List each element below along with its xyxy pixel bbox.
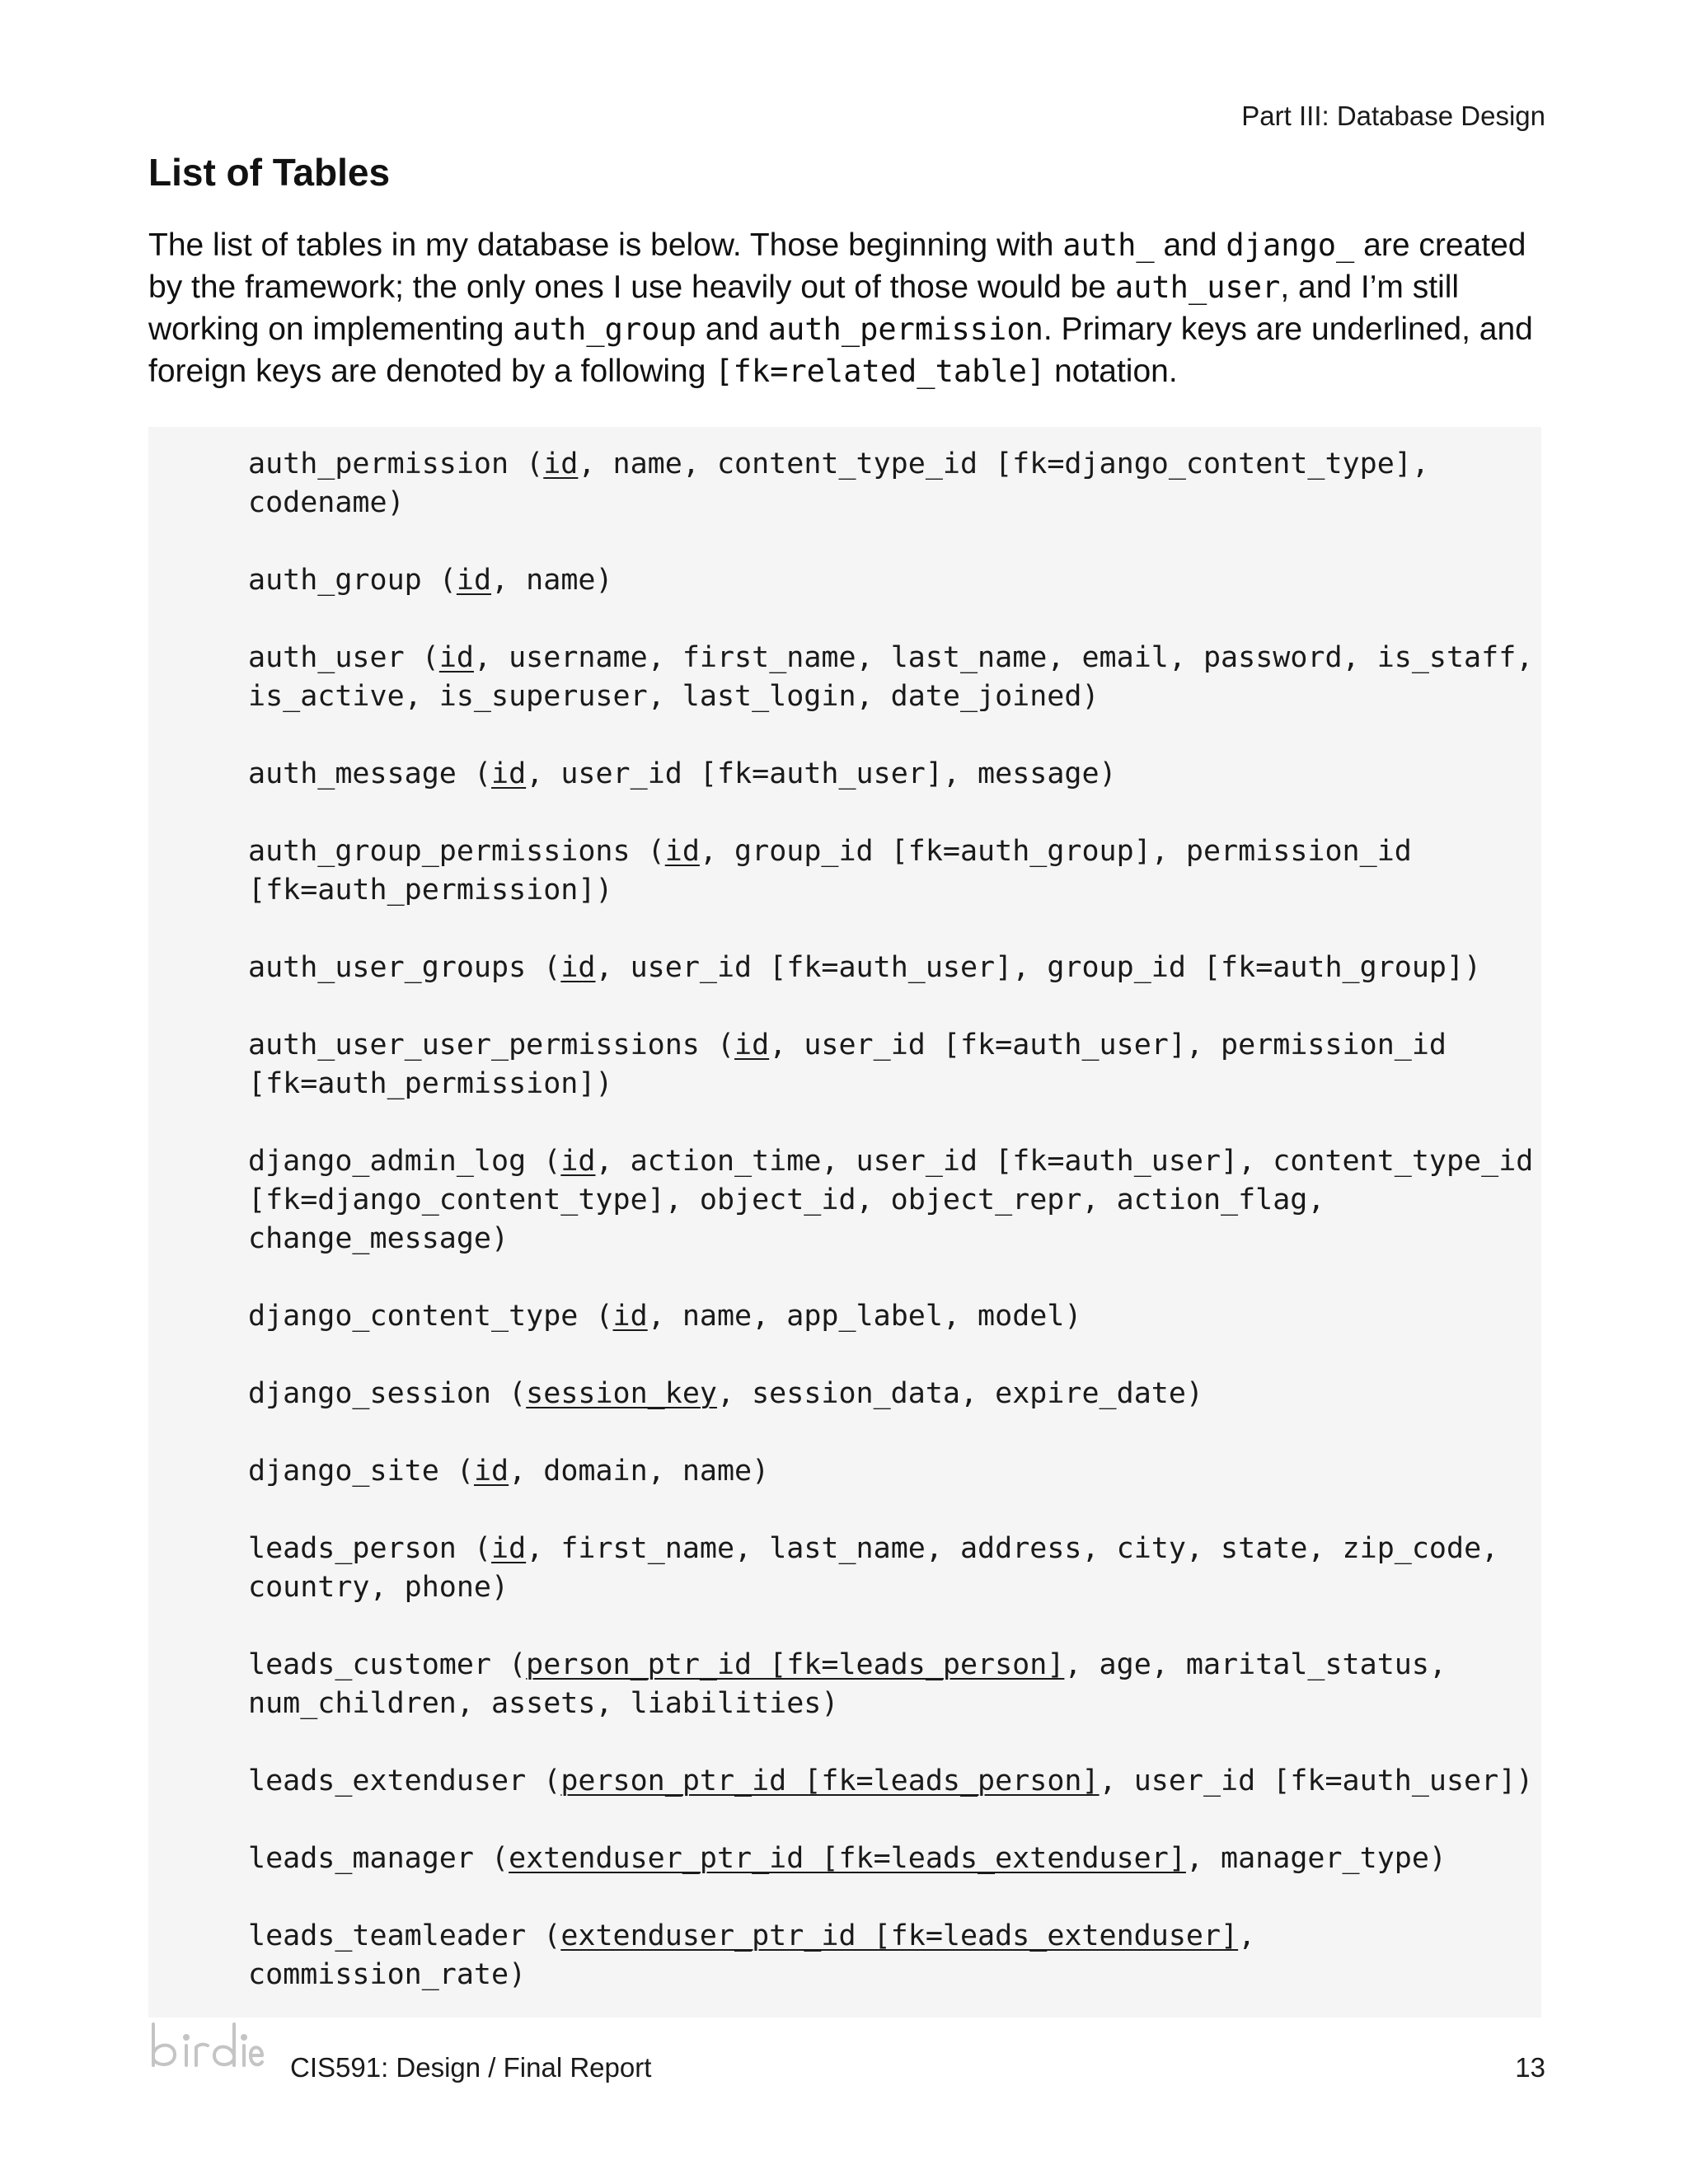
open-paren: ( — [456, 757, 492, 790]
open-paren: ( — [526, 1765, 561, 1797]
intro-text: . Primary keys are underlined, and foreign keys are denoted by a following — [148, 312, 1533, 389]
open-paren: ( — [699, 1029, 735, 1062]
table-columns: , name, app_label, model) — [647, 1300, 1082, 1333]
table-columns: , user_id [fk=auth_user], group_id [fk=auth_group]) — [595, 951, 1482, 984]
table-entry — [248, 755, 1534, 794]
table-columns: , commission_rate) — [248, 1919, 1256, 1991]
table-name: leads_teamleader — [248, 1919, 527, 1952]
primary-key: id — [664, 835, 700, 868]
table-name: leads_person — [248, 1532, 457, 1565]
primary-key: person_ptr_id [fk=leads_person] — [560, 1765, 1100, 1797]
table-columns: , action_time, user_id [fk=auth_user], content_type_id [fk=django_content_type], object_id, object_repr, action_flag, change_message) — [248, 1145, 1534, 1255]
table-entry — [248, 561, 1534, 600]
primary-key: id — [491, 1532, 527, 1565]
section-heading: List of Tables — [148, 151, 391, 194]
table-name: auth_user — [248, 641, 405, 674]
open-paren: ( — [421, 564, 457, 597]
table-name: auth_permission — [248, 448, 509, 480]
primary-key: id — [491, 757, 527, 790]
primary-key: extenduser_ptr_id [fk=leads_extenduser] — [560, 1919, 1239, 1952]
table-columns: , user_id [fk=auth_user]) — [1099, 1765, 1534, 1797]
primary-key: id — [560, 951, 596, 984]
table-entry — [248, 639, 1534, 716]
intro-text: and — [1154, 227, 1226, 263]
table-entry — [248, 1646, 1534, 1723]
open-paren: ( — [526, 1919, 561, 1952]
open-paren: ( — [509, 448, 544, 480]
table-name: leads_manager — [248, 1842, 474, 1875]
table-name: auth_user_user_permissions — [248, 1029, 700, 1062]
intro-text: The list of tables in my database is below. Those beginning with — [148, 227, 1063, 263]
table-entry — [248, 1762, 1534, 1801]
inline-code: auth_user — [1114, 269, 1281, 305]
table-entry — [248, 1297, 1534, 1336]
open-paren: ( — [491, 1648, 527, 1681]
primary-key: extenduser_ptr_id [fk=leads_extenduser] — [509, 1842, 1186, 1875]
table-name: django_content_type — [248, 1300, 579, 1333]
table-name: django_session — [248, 1377, 492, 1410]
table-entry — [248, 445, 1534, 523]
table-name: leads_customer — [248, 1648, 492, 1681]
table-name: auth_group_permissions — [248, 835, 631, 868]
table-columns: , name) — [491, 564, 613, 597]
table-entry — [248, 1917, 1534, 1994]
primary-key: id — [473, 1455, 509, 1488]
intro-text: notation. — [1045, 354, 1178, 389]
table-columns: , first_name, last_name, address, city, state, zip_code, country, phone) — [248, 1532, 1499, 1604]
open-paren: ( — [630, 835, 665, 868]
primary-key: id — [560, 1145, 596, 1178]
inline-code: auth_ — [1062, 227, 1155, 263]
primary-key: session_key — [526, 1377, 717, 1410]
open-paren: ( — [526, 951, 561, 984]
table-name: auth_message — [248, 757, 457, 790]
table-columns: , domain, name) — [509, 1455, 770, 1488]
primary-key: id — [612, 1300, 648, 1333]
table-entry — [248, 1530, 1534, 1607]
open-paren: ( — [491, 1377, 527, 1410]
intro-text: and — [696, 312, 768, 347]
open-paren: ( — [456, 1532, 492, 1565]
table-name: auth_group — [248, 564, 422, 597]
table-list — [248, 445, 1534, 2033]
table-entry — [248, 1026, 1534, 1104]
table-columns: , session_data, expire_date) — [716, 1377, 1203, 1410]
open-paren: ( — [404, 641, 439, 674]
table-entry — [248, 1840, 1534, 1878]
inline-code: [fk=related_table] — [715, 354, 1046, 389]
open-paren: ( — [526, 1145, 561, 1178]
table-columns: , age, marital_status, num_children, assets, liabilities) — [248, 1648, 1447, 1720]
inline-code: auth_permission — [767, 312, 1043, 347]
footer-page-number: 13 — [1515, 2052, 1545, 2083]
running-header: Part III: Database Design — [1241, 101, 1545, 131]
table-name: leads_extenduser — [248, 1765, 527, 1797]
intro-paragraph — [148, 224, 1541, 392]
table-columns: , user_id [fk=auth_user], message) — [526, 757, 1117, 790]
footer-doc-title: CIS591: Design / Final Report — [290, 2052, 652, 2083]
table-entry — [248, 1142, 1534, 1258]
table-columns: , manager_type) — [1185, 1842, 1447, 1875]
table-entry — [248, 1375, 1534, 1413]
inline-code: django_ — [1226, 227, 1355, 263]
open-paren: ( — [473, 1842, 509, 1875]
table-columns: , group_id [fk=auth_group], permission_id [fk=auth_permission]) — [248, 835, 1412, 907]
table-entry — [248, 949, 1534, 987]
schema-code-panel — [148, 427, 1541, 2018]
open-paren: ( — [578, 1300, 613, 1333]
table-name: django_site — [248, 1455, 439, 1488]
intro-text: are created by the framework; the only ones I use heavily out of those would be — [148, 227, 1526, 305]
primary-key: id — [438, 641, 474, 674]
table-entry — [248, 1452, 1534, 1491]
table-columns: , name, content_type_id [fk=django_content_type], codename) — [248, 448, 1429, 519]
inline-code: auth_group — [513, 312, 696, 347]
primary-key: id — [456, 564, 492, 597]
primary-key: id — [543, 448, 579, 480]
primary-key: person_ptr_id [fk=leads_person] — [526, 1648, 1065, 1681]
table-name: django_admin_log — [248, 1145, 527, 1178]
intro-text: , and I’m still working on implementing — [148, 269, 1460, 347]
table-columns: , user_id [fk=auth_user], permission_id [fk=auth_permission]) — [248, 1029, 1447, 1100]
primary-key: id — [734, 1029, 770, 1062]
table-columns: , username, first_name, last_name, email, password, is_staff, is_active, is_superuser, last_login, date_joined) — [248, 641, 1534, 713]
table-name: auth_user_groups — [248, 951, 527, 984]
birdie-logo-icon — [148, 2018, 264, 2075]
table-entry — [248, 832, 1534, 910]
open-paren: ( — [438, 1455, 474, 1488]
